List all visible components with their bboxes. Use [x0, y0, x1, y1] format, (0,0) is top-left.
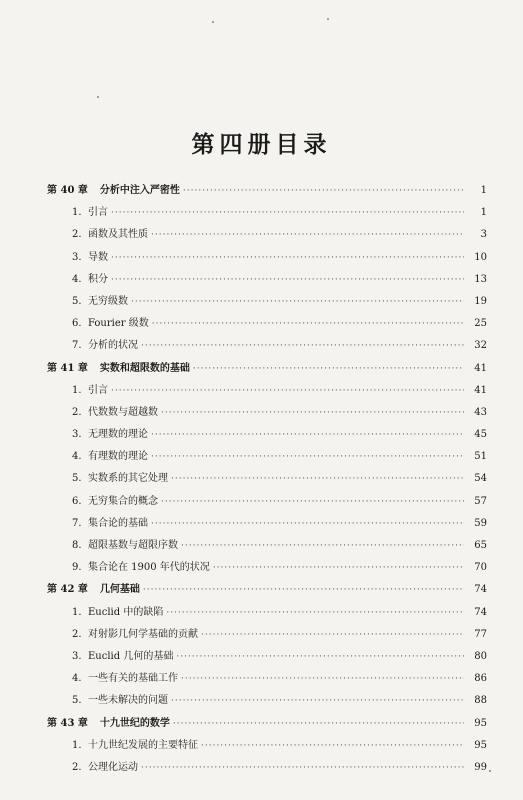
section-title: 实数系的其它处理 [88, 473, 168, 485]
toc-section-row[interactable] [47, 248, 487, 270]
section-number: 2. [72, 761, 82, 773]
section-title: 代数数与超越数 [88, 406, 158, 418]
section-number: 5. [72, 695, 82, 707]
toc-chapter-row[interactable] [47, 714, 487, 736]
page-number: 86 [474, 673, 487, 685]
toc-section-row[interactable] [47, 558, 487, 580]
toc-section-row[interactable] [47, 514, 487, 536]
page-number: 95 [474, 717, 487, 729]
page-number: 70 [474, 562, 487, 574]
section-number: 3. [72, 251, 82, 263]
section-title: 分析的状况 [88, 340, 138, 352]
toc-section-row[interactable] [47, 669, 487, 691]
dot-leader [173, 719, 464, 729]
section-number: 5. [72, 295, 82, 307]
dot-leader [141, 341, 464, 351]
section-title: 超限基数与超限序数 [88, 540, 178, 551]
page-number: 88 [474, 695, 487, 707]
page-number: 19 [474, 295, 487, 307]
paper-speck [489, 770, 491, 772]
toc-chapter-row[interactable] [47, 359, 487, 381]
dot-leader [201, 741, 464, 751]
page-number: 41 [474, 384, 487, 396]
toc-chapter-row[interactable] [47, 580, 487, 602]
toc-section-row[interactable] [47, 603, 487, 625]
toc-section-row[interactable] [47, 736, 487, 758]
dot-leader [183, 186, 464, 196]
section-title: Fourier 级数 [88, 318, 149, 330]
dot-leader [151, 519, 464, 529]
dot-leader [201, 630, 464, 640]
section-title: 公理化运动 [88, 761, 138, 773]
section-number: 4. [72, 673, 82, 685]
section-number: 6. [72, 495, 82, 507]
page-number: 32 [474, 340, 487, 352]
page-number: 99 [474, 761, 487, 773]
page-number: 45 [474, 429, 487, 441]
section-number: 4. [72, 451, 82, 463]
dot-leader [151, 230, 464, 240]
dot-leader [181, 674, 464, 684]
toc-section-row[interactable] [47, 336, 487, 358]
section-number: 3. [72, 429, 82, 441]
dot-leader [111, 386, 464, 396]
chapter-title: 实数和超限数的基础 [99, 362, 190, 374]
toc-section-row[interactable] [47, 292, 487, 314]
dot-leader [111, 253, 464, 263]
section-number: 2. [72, 406, 82, 418]
dot-leader [176, 652, 464, 662]
dot-leader [181, 541, 464, 551]
page-number: 13 [474, 273, 487, 285]
toc-section-row[interactable] [47, 536, 487, 558]
toc-section-row[interactable] [47, 270, 487, 292]
toc-chapter-row[interactable] [47, 181, 487, 203]
chapter-title: 分析中注入严密性 [99, 185, 180, 196]
toc-section-row[interactable] [47, 647, 487, 669]
toc-section-row[interactable] [47, 425, 487, 447]
chapter-number: 第 42 章 [47, 584, 88, 596]
section-number: 7. [72, 517, 82, 529]
toc-section-row[interactable] [47, 691, 487, 713]
dot-leader [143, 585, 464, 595]
chapter-title: 十九世纪的数学 [99, 717, 170, 729]
section-title: 无穷集合的概念 [88, 495, 158, 507]
chapter-number: 第 41 章 [47, 362, 88, 374]
section-title: 集合论在 1900 年代的状况 [88, 562, 210, 574]
dot-leader [152, 319, 464, 329]
page-number: 57 [474, 495, 487, 507]
dot-leader [111, 208, 464, 218]
dot-leader [171, 696, 464, 706]
section-number: 3. [72, 650, 82, 662]
page-number: 74 [474, 606, 487, 618]
section-title: 对射影几何学基础的贡献 [88, 628, 198, 640]
paper-speck [327, 18, 329, 20]
page-number: 77 [474, 628, 487, 640]
toc-section-row[interactable] [47, 492, 487, 514]
dot-leader [131, 297, 464, 307]
page-number: 25 [474, 318, 487, 330]
page-number: 43 [474, 406, 487, 418]
page-number: 51 [474, 451, 487, 463]
dot-leader [151, 430, 464, 440]
toc-section-row[interactable] [47, 381, 487, 403]
page-number: 74 [474, 584, 487, 596]
section-number: 9. [72, 562, 82, 574]
dot-leader [213, 563, 464, 573]
page-number: 10 [474, 251, 487, 263]
section-number: 5. [72, 473, 82, 485]
section-number: 2. [72, 628, 82, 640]
section-number: 1. [72, 739, 82, 751]
dot-leader [161, 497, 464, 507]
dot-leader [171, 474, 464, 484]
toc-section-row[interactable] [47, 403, 487, 425]
page-number: 1 [480, 207, 487, 219]
section-title: Euclid 中的缺陷 [88, 606, 164, 618]
dot-leader [161, 408, 464, 418]
page-number: 65 [474, 540, 487, 551]
chapter-number: 第 43 章 [47, 717, 88, 729]
section-title: 无穷级数 [88, 295, 128, 307]
dot-leader [141, 763, 464, 773]
section-title: 无理数的理论 [88, 429, 148, 441]
section-title: 引言 [88, 207, 108, 219]
toc-section-row[interactable] [47, 314, 487, 336]
section-title: 十九世纪发展的主要特征 [88, 739, 198, 751]
toc-section-row[interactable] [47, 625, 487, 647]
page-title: 第四册目录 [191, 131, 332, 158]
section-title: 一些未解决的问题 [88, 695, 168, 707]
section-title: 集合论的基础 [88, 517, 148, 529]
paper-speck [212, 21, 214, 23]
section-number: 8. [72, 540, 82, 551]
section-number: 1. [72, 384, 82, 396]
dot-leader [111, 275, 464, 285]
section-number: 4. [72, 273, 82, 285]
chapter-title: 几何基础 [99, 584, 140, 596]
page-number: 95 [474, 739, 487, 751]
section-title: 引言 [88, 384, 108, 396]
section-number: 1. [72, 207, 82, 219]
dot-leader [166, 608, 464, 618]
paper-speck [97, 96, 99, 98]
section-title: 积分 [88, 273, 108, 285]
section-title: 导数 [88, 251, 108, 263]
dot-leader [151, 452, 464, 462]
page-number: 3 [480, 229, 487, 241]
page-number: 1 [480, 185, 487, 196]
toc-section-row[interactable] [47, 203, 487, 225]
page-number: 54 [474, 473, 487, 485]
toc-section-row[interactable] [47, 758, 487, 780]
dot-leader [193, 364, 464, 374]
page-number: 80 [474, 650, 487, 662]
section-title: 一些有关的基础工作 [88, 673, 178, 685]
toc-section-row[interactable] [47, 469, 487, 491]
chapter-number: 第 40 章 [47, 185, 88, 196]
table-of-contents [47, 181, 487, 780]
section-title: 函数及其性质 [88, 229, 148, 241]
section-title: 有理数的理论 [88, 451, 148, 463]
toc-section-row[interactable] [47, 225, 487, 247]
section-number: 1. [72, 606, 82, 618]
page-number: 41 [474, 362, 487, 374]
page-number: 59 [474, 517, 487, 529]
section-number: 2. [72, 229, 82, 241]
section-title: Euclid 几何的基础 [88, 650, 174, 662]
section-number: 7. [72, 340, 82, 352]
toc-section-row[interactable] [47, 447, 487, 469]
section-number: 6. [72, 318, 82, 330]
